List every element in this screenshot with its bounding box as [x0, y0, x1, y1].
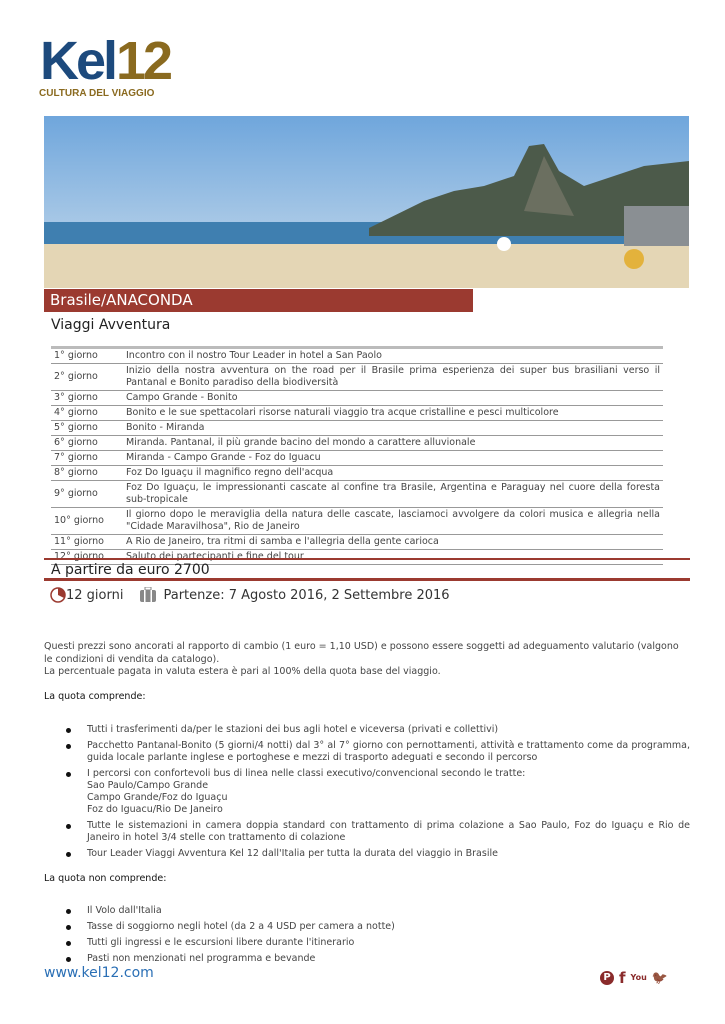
pinterest-icon[interactable]: P	[600, 971, 614, 985]
day-description: Foz Do Iguaçu, le impressionanti cascate al confine tra Brasile, Argentina e Paraguay nel cuore della foresta sub-tropicale	[123, 481, 663, 508]
note: Questi prezzi sono ancorati al rapporto di cambio (1 euro = 1,10 USD) e possono essere soggetti ad adeguamento valutario (valgono le condizioni di vendita da catalogo).	[44, 641, 679, 665]
itinerary-row	[51, 421, 663, 436]
day-description: Miranda. Pantanal, il più grande bacino del mondo a carattere alluvionale	[123, 436, 663, 451]
departures: Partenze: 7 Agosto 2016, 2 Settembre 2016	[163, 587, 450, 603]
page-title: Brasile/ANACONDA	[44, 289, 473, 312]
route: Sao Paulo/Campo Grande	[87, 780, 209, 791]
excludes-heading: La quota non comprende:	[44, 873, 167, 884]
itinerary-row	[51, 364, 663, 391]
day-description: Campo Grande - Bonito	[123, 391, 663, 406]
list-item: Pasti non menzionati nel programma e bevande	[66, 953, 690, 965]
itinerary-row	[51, 508, 663, 535]
route: Campo Grande/Foz do Iguaçu	[87, 792, 228, 803]
clock-icon	[50, 587, 66, 603]
list-item: Tutti i trasferimenti da/per le stazioni dei bus agli hotel e viceversa (privati e collettivi)	[66, 724, 690, 736]
itinerary-row	[51, 466, 663, 481]
day-label: 2° giorno	[51, 364, 123, 391]
day-description: Inizio della nostra avventura on the road per il Brasile prima esperienza dei super bus brasiliani verso il Pantanal e Bonito paradiso della biodiversità	[123, 364, 663, 391]
day-label: 12° giorno	[51, 550, 123, 565]
social-links	[600, 969, 668, 987]
itinerary-row	[51, 348, 663, 364]
day-label: 10° giorno	[51, 508, 123, 535]
trip-category: Viaggi Avventura	[51, 317, 171, 333]
itinerary-row	[51, 406, 663, 421]
day-label: 11° giorno	[51, 535, 123, 550]
excludes-list	[66, 905, 690, 969]
day-description: Bonito - Miranda	[123, 421, 663, 436]
list-item	[66, 768, 690, 816]
list-item: Tour Leader Viaggi Avventura Kel 12 dall'Italia per tutta la durata del viaggio in Brasile	[66, 848, 690, 860]
list-item: Pacchetto Pantanal-Bonito (5 giorni/4 notti) dal 3° al 7° giorno con pernottamenti, attività e trattamento come da programma, guida locale parlante inglese e portoghese e mezzi di trasporto adeguati e secondo il percorso	[66, 740, 690, 764]
exchange-notes	[44, 641, 690, 679]
day-label: 5° giorno	[51, 421, 123, 436]
day-description: A Rio de Janeiro, tra ritmi di samba e l'allegria della gente carioca	[123, 535, 663, 550]
itinerary-table	[51, 346, 663, 565]
suitcase-icon	[139, 587, 157, 603]
price-heading: A partire da euro 2700	[44, 558, 690, 581]
website-link[interactable]: www.kel12.com	[44, 965, 154, 981]
day-label: 6° giorno	[51, 436, 123, 451]
day-description: Il giorno dopo le meraviglia della natura delle cascate, lasciamoci avvolgere da colori musica e allegria nella "Cidade Maravilhosa", Rio de Janeiro	[123, 508, 663, 535]
includes-list	[66, 724, 690, 864]
hero-beach-image	[44, 116, 689, 288]
itinerary-row	[51, 436, 663, 451]
list-item: Il Volo dall'Italia	[66, 905, 690, 917]
itinerary-row	[51, 535, 663, 550]
day-description: Incontro con il nostro Tour Leader in hotel a San Paolo	[123, 348, 663, 364]
day-label: 7° giorno	[51, 451, 123, 466]
trip-features	[50, 587, 450, 603]
day-description: Miranda - Campo Grande - Foz do Iguacu	[123, 451, 663, 466]
includes-heading: La quota comprende:	[44, 691, 146, 702]
duration: 12 giorni	[66, 587, 124, 603]
itinerary-row	[51, 481, 663, 508]
item-text: I percorsi con confortevoli bus di linea nelle classi executivo/convencional secondo le tratte:	[87, 768, 526, 779]
list-item: Tasse di soggiorno negli hotel (da 2 a 4 USD per camera a notte)	[66, 921, 690, 933]
day-description: Saluto dei partecipanti e fine del tour	[123, 550, 663, 565]
day-description: Bonito e le sue spettacolari risorse naturali viaggio tra acque cristalline e pesci multicolore	[123, 406, 663, 421]
facebook-icon[interactable]: f	[619, 969, 626, 987]
day-label: 1° giorno	[51, 348, 123, 364]
youtube-icon[interactable]: You	[630, 973, 647, 982]
route: Foz do Iguacu/Rio De Janeiro	[87, 804, 223, 815]
day-label: 4° giorno	[51, 406, 123, 421]
list-item: Tutte le sistemazioni in camera doppia standard con trattamento di prima colazione a Sao Paulo, Foz do Iguaçu e Rio de Janeiro in hotel 3/4 stelle con trattamento di colazione	[66, 820, 690, 844]
day-label: 3° giorno	[51, 391, 123, 406]
kel12-logo: Kel 12 CULTURA DEL VIAGGIO	[39, 31, 171, 99]
itinerary-row	[51, 391, 663, 406]
twitter-icon[interactable]: 🐦	[651, 970, 668, 986]
day-label: 9° giorno	[51, 481, 123, 508]
list-item: Tutti gli ingressi e le escursioni libere durante l'itinerario	[66, 937, 690, 949]
day-label: 8° giorno	[51, 466, 123, 481]
itinerary-row	[51, 451, 663, 466]
note: La percentuale pagata in valuta estera è pari al 100% della quota base del viaggio.	[44, 666, 441, 677]
day-description: Foz Do Iguaçu il magnifico regno dell'acqua	[123, 466, 663, 481]
